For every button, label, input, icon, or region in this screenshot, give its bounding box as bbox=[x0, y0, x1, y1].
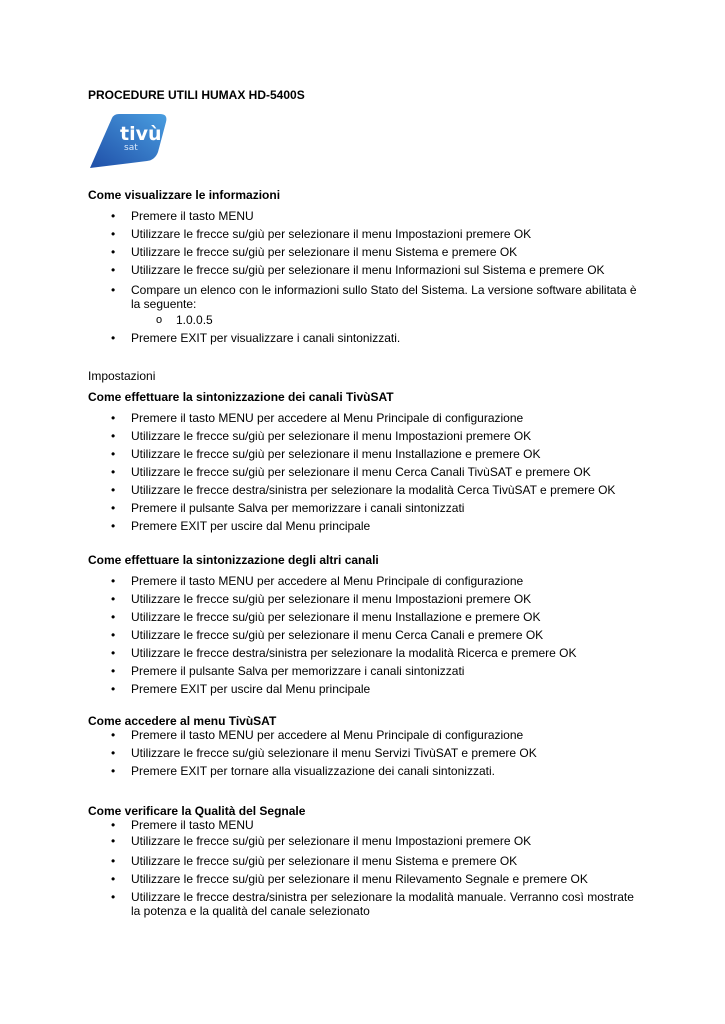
list-item: • Premere il tasto MENU per accedere al Menu Principale di configurazione bbox=[0, 574, 725, 588]
section-heading-other-tuning: Come effettuare la sintonizzazione degli altri canali bbox=[88, 553, 379, 567]
section-heading-info: Come visualizzare le informazioni bbox=[88, 188, 281, 202]
svg-text:sat: sat bbox=[124, 143, 138, 153]
info-steps-list bbox=[0, 209, 725, 345]
section-heading-tivusat-tuning: Come effettuare la sintonizzazione dei canali TivùSAT bbox=[88, 390, 394, 404]
list-item: • Premere EXIT per tornare alla visualizzazione dei canali sintonizzati. bbox=[0, 764, 725, 778]
list-item: • Utilizzare le frecce su/giù per selezionare il menu Cerca Canali TivùSAT e premere OK bbox=[0, 465, 725, 479]
list-item: • Premere EXIT per visualizzare i canali sintonizzati. bbox=[0, 331, 725, 345]
list-item: • Utilizzare le frecce su/giù per selezionare il menu Cerca Canali e premere OK bbox=[0, 628, 725, 642]
list-item: • Utilizzare le frecce su/giù per selezionare il menu Impostazioni premere OK bbox=[0, 592, 725, 606]
list-item: • Utilizzare le frecce destra/sinistra per selezionare la modalità manuale. Verranno così mostrate la potenza e la qualità del canale selezionato bbox=[0, 890, 725, 918]
list-item: • Utilizzare le frecce su/giù per selezionare il menu Impostazioni premere OK bbox=[0, 227, 725, 241]
tivusat-logo bbox=[88, 114, 168, 170]
list-item: • Premere il tasto MENU bbox=[0, 209, 725, 223]
list-item: • Utilizzare le frecce su/giù per selezionare il menu Rilevamento Segnale e premere OK bbox=[0, 872, 725, 886]
tivusat-menu-steps-list bbox=[0, 728, 725, 778]
list-item: • Utilizzare le frecce su/giù per selezionare il menu Sistema e premere OK bbox=[0, 854, 725, 868]
svg-text:tivù: tivù bbox=[120, 123, 162, 145]
document-title: PROCEDURE UTILI HUMAX HD-5400S bbox=[88, 88, 305, 102]
list-item: • Premere il pulsante Salva per memorizzare i canali sintonizzati bbox=[0, 501, 725, 515]
list-item: • Premere EXIT per uscire dal Menu principale bbox=[0, 682, 725, 696]
list-item: • Compare un elenco con le informazioni sullo Stato del Sistema. La versione software abilitata è la seguente: o 1.0.0.5 bbox=[0, 283, 725, 327]
list-item: • Utilizzare le frecce su/giù per selezionare il menu Installazione e premere OK bbox=[0, 447, 725, 461]
version-value: o 1.0.0.5 bbox=[131, 313, 725, 327]
section-label-impostazioni: Impostazioni bbox=[88, 369, 156, 383]
list-item: • Premere EXIT per uscire dal Menu principale bbox=[0, 519, 725, 533]
version-sublist bbox=[131, 313, 725, 327]
list-item: • Utilizzare le frecce su/giù per selezionare il menu Installazione e premere OK bbox=[0, 610, 725, 624]
section-heading-signal-quality: Come verificare la Qualità del Segnale bbox=[88, 804, 306, 818]
list-item: • Premere il tasto MENU per accedere al Menu Principale di configurazione bbox=[0, 728, 725, 742]
list-item: • Utilizzare le frecce su/giù selezionare il menu Servizi TivùSAT e premere OK bbox=[0, 746, 725, 760]
list-item: • Utilizzare le frecce su/giù per selezionare il menu Impostazioni premere OK bbox=[0, 834, 725, 848]
list-item: • Premere il tasto MENU per accedere al Menu Principale di configurazione bbox=[0, 411, 725, 425]
list-item: • Utilizzare le frecce su/giù per selezionare il menu Informazioni sul Sistema e premere OK bbox=[0, 263, 725, 277]
list-item: • Premere il pulsante Salva per memorizzare i canali sintonizzati bbox=[0, 664, 725, 678]
list-item: • Utilizzare le frecce destra/sinistra per selezionare la modalità Cerca TivùSAT e premere OK bbox=[0, 483, 725, 497]
list-item: • Utilizzare le frecce destra/sinistra per selezionare la modalità Ricerca e premere OK bbox=[0, 646, 725, 660]
other-tuning-steps-list bbox=[0, 574, 725, 696]
list-item: • Utilizzare le frecce su/giù per selezionare il menu Sistema e premere OK bbox=[0, 245, 725, 259]
list-item: • Utilizzare le frecce su/giù per selezionare il menu Impostazioni premere OK bbox=[0, 429, 725, 443]
list-item: • Premere il tasto MENU bbox=[0, 818, 725, 832]
tivusat-tuning-steps-list bbox=[0, 411, 725, 533]
section-heading-tivusat-menu: Come accedere al menu TivùSAT bbox=[88, 714, 277, 728]
signal-quality-steps-list bbox=[0, 818, 725, 918]
